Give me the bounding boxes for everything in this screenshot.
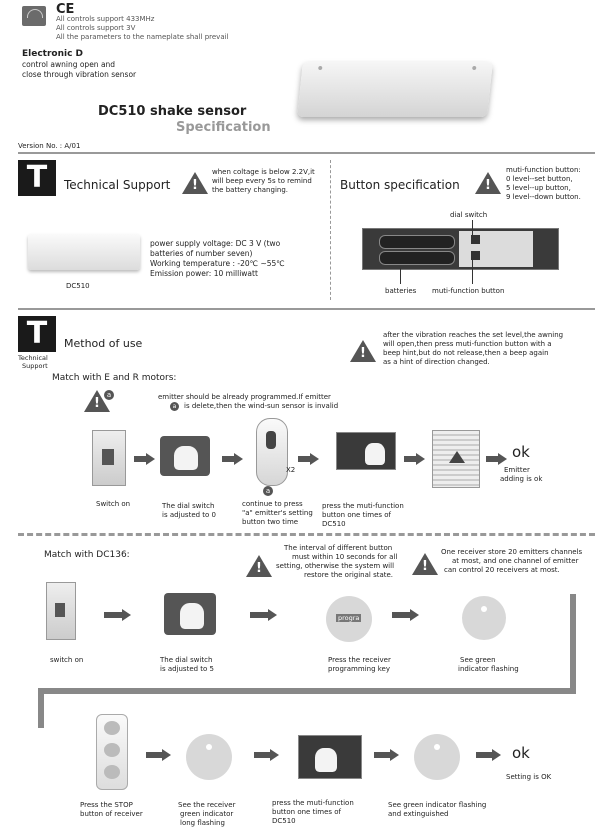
button-spec-heading: Button specification — [340, 178, 460, 192]
er-step-3-label-3: button two time — [242, 518, 299, 526]
er-step-4-label-3: DC510 — [322, 520, 346, 528]
battery-warning-3: the battery changing. — [212, 186, 288, 194]
method-warning-1: after the vibration reaches the set level,the awning — [383, 331, 564, 339]
note-frequency: All controls support 433MHz — [56, 15, 155, 23]
mf-button-pointer — [472, 260, 473, 284]
dc136-row2-step-1-label-2: button of receiver — [80, 810, 143, 818]
emitter-remote-image — [256, 418, 288, 486]
arrow-head — [498, 453, 507, 465]
dial-switch-hand-image — [160, 436, 210, 476]
method-warning-2: will open,then press muti-function button with a — [383, 340, 552, 348]
button-spec-line-4: 9 level--down button. — [506, 193, 581, 201]
dc136-heading: Match with DC136: — [44, 550, 130, 560]
emitter-a-badge: a — [104, 390, 114, 400]
emitter-a-badge: a — [263, 486, 273, 496]
technical-badge: T — [18, 160, 56, 196]
button-spec-line-1: muti-function button: — [506, 166, 581, 174]
er-step-2-label-2: is adjusted to 0 — [162, 511, 217, 519]
dc136-row2-step-3-label-1: press the muti-function — [272, 799, 354, 807]
flow-connector — [38, 688, 44, 728]
button-spec-line-2: 0 level--set button, — [506, 175, 573, 183]
flow-connector — [38, 688, 576, 694]
dc136-row2-step-3-label-2: button one times of — [272, 808, 341, 816]
er-step-4-label-1: press the muti-function — [322, 502, 404, 510]
product-type: Electronic D — [22, 49, 84, 59]
method-badge-caption-1: Technical — [18, 354, 48, 362]
er-step-2-label-1: The dial switch — [162, 502, 215, 510]
setting-ok-label: Setting is OK — [506, 773, 552, 781]
dc510-label: DC510 — [66, 282, 90, 290]
method-badge: T — [18, 316, 56, 352]
spec-temperature: Working temperature : -20℃ ~55℃ — [150, 259, 285, 268]
dc510-board-press-image — [298, 735, 362, 779]
dc510-device-image — [28, 234, 140, 270]
dc136-warning-b-2: at most, and one channel of emitter — [452, 557, 579, 565]
receiver-indicator-image — [414, 734, 460, 780]
dc136-warning-a-1: The interval of different button — [284, 544, 393, 552]
ok-text: ok — [512, 443, 530, 461]
dc136-warning-b-3: can control 20 receivers at most. — [444, 566, 560, 574]
dashed-divider — [18, 533, 595, 536]
brand-logo — [22, 6, 46, 26]
receiver-indicator-image — [462, 596, 506, 640]
note-voltage: All controls support 3V — [56, 24, 136, 32]
er-heading: Match with E and R motors: — [52, 373, 177, 383]
dc136-row2-step-2-label-2: green indicator — [180, 810, 234, 818]
arrow — [134, 456, 146, 462]
mf-button-label: muti-function button — [432, 287, 505, 295]
ok-text: ok — [512, 744, 530, 762]
method-warning-3: beep hint,but do not release,then a beep again — [383, 349, 549, 357]
dc136-warning-b-1: One receiver store 20 emitters channels — [441, 548, 583, 556]
button-spec-line-3: 5 level--up button, — [506, 184, 571, 192]
awning-image — [432, 430, 480, 488]
header-divider — [18, 152, 595, 154]
spec-emission: Emission power: 10 milliwatt — [150, 269, 258, 278]
arrow — [476, 752, 492, 758]
dc136-step-4-label-2: indicator flashing — [458, 665, 519, 673]
er-step-4-label-2: button one times of — [322, 511, 391, 519]
arrow-head — [492, 749, 501, 761]
spec-batteries: batteries of number seven) — [150, 249, 253, 258]
dc136-row2-step-4-label-2: and extinguished — [388, 810, 449, 818]
method-badge-caption-2: Support — [22, 362, 48, 370]
arrow — [404, 456, 416, 462]
dc136-step-3-label-2: programming key — [328, 665, 391, 673]
warning-icon: ! — [412, 553, 438, 575]
section-divider — [18, 308, 595, 310]
dial-switch-label: dial switch — [450, 211, 488, 219]
dc136-step-3-label-1: Press the receiver — [328, 656, 391, 664]
arrow-head — [268, 609, 277, 621]
dc136-warning-a-3: setting, otherwise the system will — [276, 562, 395, 570]
arrow-head — [146, 453, 155, 465]
dial-switch-hand-image — [164, 593, 216, 635]
arrow-head — [162, 749, 171, 761]
dc136-step-4-label-1: See green — [460, 656, 496, 664]
er-step-3-label-2: "a" emitter's setting — [242, 509, 313, 517]
spec-voltage: power supply voltage: DC 3 V (two — [150, 239, 281, 248]
dc136-step-1-label: switch on — [50, 656, 84, 664]
warning-icon: ! — [350, 340, 376, 362]
dc136-row2-step-4-label-1: See green indicator flashing — [388, 801, 487, 809]
warning-icon: ! — [182, 172, 208, 194]
warning-icon: ! — [246, 555, 272, 577]
arrow-head — [234, 453, 243, 465]
batteries-label: batteries — [385, 287, 417, 295]
emitter-a-badge: a — [170, 402, 179, 411]
dc136-row2-step-3-label-3: DC510 — [272, 817, 296, 825]
er-step-3-label-1: continue to press — [242, 500, 303, 508]
arrow-head — [122, 609, 131, 621]
er-note-1: emitter should be already programmed.If emitter — [158, 393, 331, 401]
arrow-head — [270, 749, 279, 761]
ce-mark: CE — [56, 2, 75, 17]
version-number: Version No. : A/01 — [18, 142, 81, 150]
receiver-indicator-image — [186, 734, 232, 780]
doc-subtitle: Specification — [176, 120, 271, 135]
arrow-head — [416, 453, 425, 465]
arrow — [250, 612, 268, 618]
arrow — [486, 456, 498, 462]
method-heading: Method of use — [64, 337, 143, 350]
dc510-board-press-image — [336, 432, 396, 470]
dc136-row2-step-2-label-3: long flashing — [180, 819, 225, 827]
batteries-pointer — [400, 268, 401, 284]
er-result-1: Emitter — [504, 466, 530, 474]
battery-warning-1: when coltage is below 2.2V,it — [212, 168, 315, 176]
arrow — [222, 456, 234, 462]
technical-heading: Technical Support — [64, 178, 171, 192]
arrow — [146, 752, 162, 758]
circuit-board-image — [362, 228, 559, 270]
dc136-step-2-label-2: is adjusted to 5 — [160, 665, 215, 673]
dc136-step-2-label-1: The dial switch — [160, 656, 213, 664]
arrow — [392, 612, 410, 618]
arrow-head — [310, 453, 319, 465]
method-warning-4: as a hint of direction changed. — [383, 358, 490, 366]
note-nameplate: All the parameters to the nameplate shall prevail — [56, 33, 229, 41]
doc-title: DC510 shake sensor — [98, 104, 247, 119]
dc136-warning-a-2: must within 10 seconds for all — [292, 553, 398, 561]
switch-image — [92, 430, 126, 486]
warning-icon: ! — [84, 390, 110, 412]
program-key-label: progra — [338, 614, 360, 622]
receiver-panel-image — [96, 714, 128, 790]
product-desc-1: control awning open and — [22, 60, 116, 69]
arrow-head — [410, 609, 419, 621]
arrow — [298, 456, 310, 462]
er-step-1-label: Switch on — [96, 500, 131, 508]
dc136-row2-step-2-label-1: See the receiver — [178, 801, 236, 809]
er-result-2: adding is ok — [500, 475, 543, 483]
switch-image — [46, 582, 76, 640]
arrow — [254, 752, 270, 758]
dial-switch-pointer — [472, 220, 473, 236]
arrow-head — [390, 749, 399, 761]
dc136-warning-a-4: restore the original state. — [304, 571, 394, 579]
arrow — [104, 612, 122, 618]
arrow — [374, 752, 390, 758]
warning-icon: ! — [475, 172, 501, 194]
press-count: X2 — [286, 466, 296, 474]
flow-connector — [570, 594, 576, 688]
er-note-2: is delete,then the wind-sun sensor is invalid — [184, 402, 339, 410]
battery-warning-2: will beep every 5s to remind — [212, 177, 312, 185]
dc136-row2-step-1-label-1: Press the STOP — [80, 801, 133, 809]
product-desc-2: close through vibration sensor — [22, 70, 137, 79]
product-image — [297, 62, 493, 117]
column-divider — [330, 160, 331, 300]
